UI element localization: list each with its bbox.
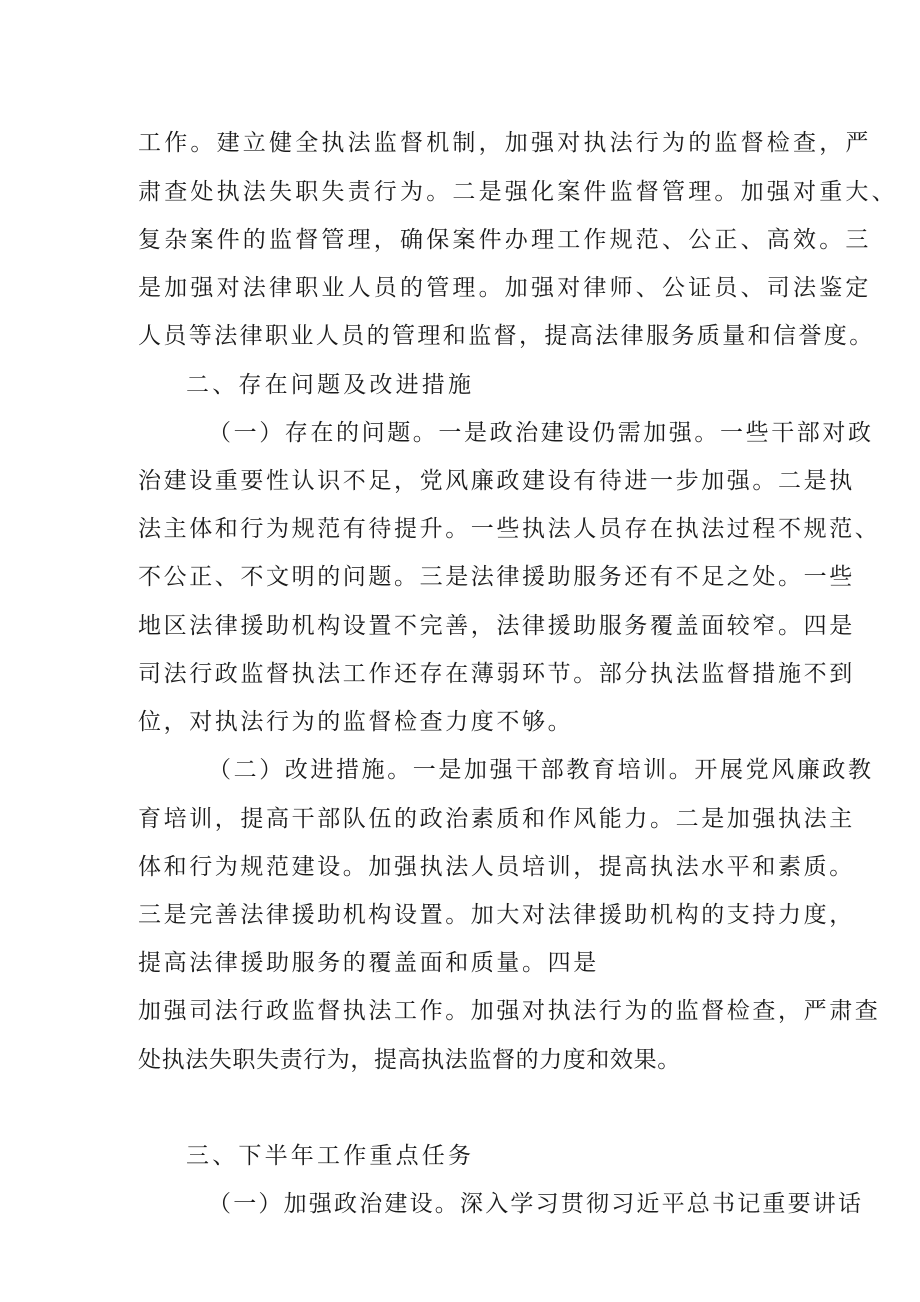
paragraph-line: 三是完善法律援助机构设置。加大对法律援助机构的支持力度，: [138, 902, 855, 928]
paragraph-line: 治建设重要性认识不足，党风廉政建设有待进一步加强。二是执: [138, 468, 855, 494]
paragraph-line: （二）改进措施。一是加强干部教育培训。开展党风廉政教: [208, 757, 874, 783]
paragraph-line: 司法行政监督执法工作还存在薄弱环节。部分执法监督措施不到: [138, 661, 855, 687]
paragraph-line: 加强司法行政监督执法工作。加强对执法行为的监督检查，严肃查: [138, 998, 881, 1024]
paragraph-line: （一）加强政治建设。深入学习贯彻习近平总书记重要讲话: [208, 1191, 864, 1217]
paragraph-line: （一）存在的问题。一是政治建设仍需加强。一些干部对政: [208, 420, 874, 446]
paragraph-line: 处执法失职失责行为，提高执法监督的力度和效果。: [138, 1047, 681, 1073]
paragraph-line: 肃查处执法失职失责行为。二是强化案件监督管理。加强对重大、: [138, 179, 898, 205]
paragraph-line: 复杂案件的监督管理，确保案件办理工作规范、公正、高效。三: [138, 227, 872, 253]
paragraph-line: 地区法律援助机构设置不完善，法律援助服务覆盖面较窄。四是: [138, 613, 855, 639]
paragraph-line: 提高法律援助服务的覆盖面和质量。四是: [138, 950, 599, 976]
paragraph-line: 育培训，提高干部队伍的政治素质和作风能力。二是加强执法主: [138, 806, 855, 832]
paragraph-line: 不公正、不文明的问题。三是法律援助服务还有不足之处。一些: [138, 564, 855, 590]
paragraph-line: 法主体和行为规范有待提升。一些执法人员存在执法过程不规范、: [138, 516, 881, 542]
section-heading: 三、下半年工作重点任务: [186, 1143, 475, 1169]
paragraph-line: 体和行为规范建设。加强执法人员培训，提高执法水平和素质。: [138, 854, 855, 880]
paragraph-line: 是加强对法律职业人员的管理。加强对律师、公证员、司法鉴定: [138, 275, 872, 301]
paragraph-line: 位，对执法行为的监督检查力度不够。: [138, 709, 574, 735]
section-heading: 二、存在问题及改进措施: [186, 372, 475, 398]
paragraph-line: 人员等法律职业人员的管理和监督，提高法律服务质量和信誉度。: [138, 323, 875, 349]
paragraph-line: 工作。建立健全执法监督机制，加强对执法行为的监督检查，严: [138, 130, 872, 156]
